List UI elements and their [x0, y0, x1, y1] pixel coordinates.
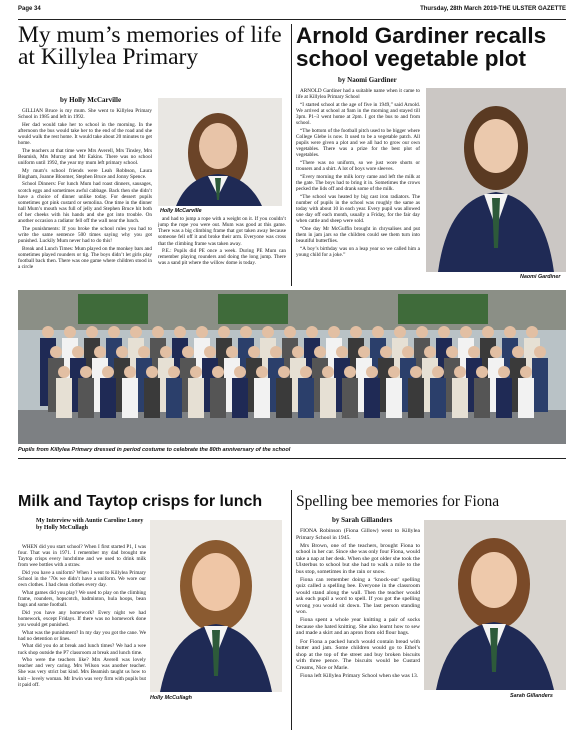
group-child-head	[64, 326, 76, 338]
group-child-head	[182, 346, 194, 358]
page-number: Page 34	[18, 6, 41, 12]
group-child-head	[306, 326, 318, 338]
group-child-head	[358, 346, 370, 358]
group-child-head	[292, 346, 304, 358]
group-child-head	[58, 366, 70, 378]
group-child-head	[490, 346, 502, 358]
group-child-head	[152, 326, 164, 338]
group-child-head	[460, 326, 472, 338]
group-child-head	[256, 366, 268, 378]
group-child-head	[168, 366, 180, 378]
group-child-head	[278, 366, 290, 378]
story3-column-1: WHEN did you start school? When I first started P1, I was four. That was in 1971. I remember my dad brought me Taytop crisps every lunchtime and we used to drink milk from wee bottles with a straw. Did you have a uniform? When I went to Killylea Primary School in the ’70s we didn’t have a uniform. We wore our own clothes. I had clean clothes every day. What games did you play? We used to play on the climbing frame, rounders, hopscotch, badminton, hula hoops, bean bags and some football. Did you have any homework? Every night we had homework, except Fridays. If there was no homework done you would get punished. What was the punishment? In my day you got the cane. We had no detention or lines. What did you do at break and lunch times? We had a wee tuck shop outside the P7 classroom at break and lunch time. Who were the teachers like? Mrs Averell was lovely teacher and very caring. Mrs Wilson was another teacher. She was very strict but kind. Mrs Beamish taught us how to knit – lovely woman. Mr Irwin was very firm with pupils but it paid off.	[18, 544, 146, 688]
group-child-body	[408, 378, 424, 418]
group-child-body	[232, 378, 248, 418]
column-divider-bottom	[291, 490, 292, 730]
group-child-body	[532, 358, 548, 412]
group-child-body	[430, 378, 446, 418]
group-child-head	[218, 326, 230, 338]
header-rule	[18, 19, 566, 20]
group-child-head	[86, 326, 98, 338]
group-child-head	[512, 346, 524, 358]
group-child-head	[534, 346, 546, 358]
group-child-head	[80, 366, 92, 378]
dateline: Thursday, 28th March 2019-THE ULSTER GAZETTE	[420, 6, 566, 12]
group-child-head	[526, 326, 538, 338]
group-child-head	[248, 346, 260, 358]
group-child-head	[520, 366, 532, 378]
group-photo-caption: Pupils from Killylea Primary dressed in period costume to celebrate the 80th anniversary of the school	[18, 447, 291, 453]
story1-photo	[158, 98, 282, 206]
group-child-head	[72, 346, 84, 358]
group-child-body	[342, 378, 358, 418]
group-child-head	[350, 326, 362, 338]
group-child-body	[56, 378, 72, 418]
group-child-body	[254, 378, 270, 418]
story1-headline: My mum’s memories of life at Killylea Primary	[18, 22, 282, 70]
group-child-head	[394, 326, 406, 338]
page-header	[18, 6, 566, 18]
group-child-body	[276, 378, 292, 418]
group-child-head	[416, 326, 428, 338]
group-child-head	[498, 366, 510, 378]
group-child-head	[504, 326, 516, 338]
group-child-head	[372, 326, 384, 338]
group-child-head	[116, 346, 128, 358]
group-child-body	[210, 378, 226, 418]
group-child-head	[270, 346, 282, 358]
group-child-head	[284, 326, 296, 338]
story3-photo	[150, 520, 282, 692]
group-child-head	[366, 366, 378, 378]
group-child-head	[446, 346, 458, 358]
story4-caption: Sarah Gillanders	[510, 693, 553, 699]
group-child-head	[262, 326, 274, 338]
group-child-head	[174, 326, 186, 338]
group-child-head	[328, 326, 340, 338]
group-child-head	[424, 346, 436, 358]
group-child-head	[454, 366, 466, 378]
group-child-head	[196, 326, 208, 338]
story4-byline: by Sarah Gillanders	[332, 516, 393, 524]
mid-rule	[18, 458, 566, 459]
group-child-head	[50, 346, 62, 358]
group-child-head	[42, 326, 54, 338]
group-child-body	[364, 378, 380, 418]
story1-column-1: GILLIAN Bruce is my mum. She went to Killylea Primary School in 1985 and left in 1992. Her dad would take her to school in the morning. In the afternoon the bus would take her to the end of the road and she would walk the rest home. It would take about 20 minutes to get home. The teachers at that time were Mrs Averell, Mrs Tinsley, Mrs Beamish, Mrs Murray and Mr Eakins. There was no school uniform until 1992, the year my mum left primary school. My mum’s school friends were Leah Robbson, Laura Bingham, Joanne Bloomer, Stephen Bruce and Jonny Spence. School Dinners: For lunch Mum had roast dinners, sausages, scotch eggs and sometimes awful cabbage. Back then she didn’t have a choice of dinner unlike today. For dessert pupils sometimes got pink custard or semolina. One time in the dinner hall Mum’s mouth was full of jelly and Stephen Bruce hit both of her cheeks with his hands and she got into trouble. On another occasion a radiator fell off the wall near the lunch. The punishments: If you broke the school rules you had to write the same sentence 500 times saying why you got punished. Luckily Mum never had to do this! Break and Lunch Times: Mum played on the monkey bars and sometimes played rounders or tig. The boys didn’t let girls play football back then. There was one game where children stood in a circle	[18, 108, 152, 270]
story2-caption: Naomi Gardiner	[520, 274, 561, 280]
group-child-head	[94, 346, 106, 358]
group-child-body	[144, 378, 160, 418]
group-child-head	[314, 346, 326, 358]
group-child-head	[476, 366, 488, 378]
story1-caption: Holly McCarville	[160, 208, 202, 214]
group-child-body	[320, 378, 336, 418]
group-child-head	[226, 346, 238, 358]
column-divider-top	[291, 24, 292, 286]
group-child-head	[212, 366, 224, 378]
group-child-head	[138, 346, 150, 358]
story3-byline: My Interview with Auntie Caroline Loney by Holly McCullagh	[36, 518, 144, 532]
group-child-body	[452, 378, 468, 418]
group-child-head	[468, 346, 480, 358]
story3-caption: Holly McCullagh	[150, 695, 192, 701]
story4-headline: Spelling bee memories for Fiona	[296, 493, 500, 510]
story4-column-1: FIONA Robinson (Fiona Gillow) went to Killylea Primary School in 1945. Mrs Brown, one of the teachers, brought Fiona to school in her car. Since she was only four Fiona, would take a nap at her desk. When she got older she took the Ulsterbus to school but she had to walk a mile to the bus stop, sometimes in the rain or snow. Fiona can remember doing a ‘knock-out’ spelling quiz called a spelling bee. Everyone in the classroom would stand along the wall. Then the teacher would ask each pupil a word to spell. If you got the spelling wrong you would sit down. The last person standing won. Fiona spent a whole year knitting a pair of socks because she hated knitting. She also learnt how to sew and made a skirt and an apron from old flour bags. For Fiona a packed lunch would contain bread with butter and jam. Some children would go to Ethel’s shop at the top of the street and buy broken biscuits with three pence. The biscuits would be Custard Creams, Nice or Marie. Fiona left Killylea Primary School when she was 13.	[296, 528, 420, 679]
story2-column-1: ARNOLD Gardiner had a suitable name when it came to life at Killylea Primary School “I started school at the age of five in 1949,” said Arnold. We arrived at school at 9am in the morning and stayed till 3pm. P1–3 went home at 2pm. I got the bus to and from school. “The bottom of the football pitch used to be bigger where College Glebe is now. It used to be a vegetable patch. All pupils were given a plot and we all had to grow our own vegetables. There was a prize for the best plot of vegetables. “There was no uniform, so we just wore shorts or trousers and a shirt. A lot of boys wore sleeves. “Every morning the milk lorry came and left the milk at the gate. The boys had to bring it in. Sometimes the crows pecked the lids off and drank some of the milk. “The school was heated by big cast iron radiators. The number of pupils in the school was roughly the same as today with about 10 in each year. Every pupil was allowed one day off each month, usually a Friday, for the fair day when cattle and sheep were sold. “One day Mr McGuffin brought in chrysalises and put them in jam jars so the children could see them turn into beautiful butterflies. “A boy’s birthday was on a leap year so we called him a young child for a joke.”	[296, 88, 420, 258]
group-child-head	[410, 366, 422, 378]
group-child-body	[386, 378, 402, 418]
group-child-head	[190, 366, 202, 378]
group-photo	[18, 290, 566, 444]
group-child-head	[344, 366, 356, 378]
story1-column-2: and had to jump a rope with a weight on it. If you couldn’t jump the rope you were out. Mum was good at this game. There was a big climbing frame that got taken away because someone fell off it and broke their arm. Everyone was cross that the climbing frame was taken away. P.E.: Pupils did PE once a week. During PE Mum can remember playing rounders and doing the long jump. There was a sand pit where the willow dome is today.	[158, 216, 286, 267]
group-child-head	[380, 346, 392, 358]
group-child-body	[298, 378, 314, 418]
group-child-head	[322, 366, 334, 378]
group-child-body	[100, 378, 116, 418]
group-child-head	[234, 366, 246, 378]
story2-byline: by Naomi Gardiner	[338, 76, 397, 84]
group-child-body	[518, 378, 534, 418]
group-child-head	[438, 326, 450, 338]
group-child-body	[496, 378, 512, 418]
group-child-body	[166, 378, 182, 418]
group-child-head	[130, 326, 142, 338]
group-child-head	[482, 326, 494, 338]
group-child-body	[78, 378, 94, 418]
group-child-head	[108, 326, 120, 338]
story2-photo	[426, 88, 566, 272]
story2-headline: Arnold Gardiner recalls school vegetable plot	[296, 23, 547, 71]
group-child-head	[432, 366, 444, 378]
group-child-head	[102, 366, 114, 378]
group-child-body	[122, 378, 138, 418]
group-child-head	[336, 346, 348, 358]
group-child-head	[124, 366, 136, 378]
group-child-body	[474, 378, 490, 418]
group-child-head	[388, 366, 400, 378]
group-child-head	[204, 346, 216, 358]
story1-byline: by Holly McCarville	[60, 96, 122, 104]
story3-headline: Milk and Taytop crisps for lunch	[18, 493, 263, 510]
group-child-head	[300, 366, 312, 378]
group-child-head	[146, 366, 158, 378]
group-child-body	[188, 378, 204, 418]
group-child-head	[402, 346, 414, 358]
group-child-head	[160, 346, 172, 358]
story4-photo	[424, 520, 566, 690]
group-child-head	[240, 326, 252, 338]
